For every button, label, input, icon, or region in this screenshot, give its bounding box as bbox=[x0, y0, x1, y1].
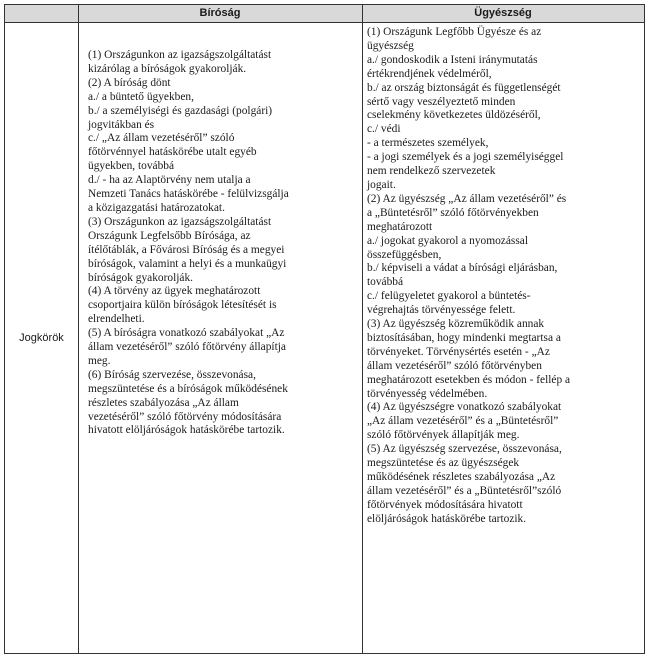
ugyeszseg-powers-text: (1) Országunk Legfőbb Ügyésze és az ügyészség a./ gondoskodik a Isteni iránymutatás értékrendjének védelméről, b./ az ország biztonságát és függetlenségét sértő vagy veszélyeztető minden cselekmény következetes üldözéséről, c./ védi - a természetes személyek, - a jogi személyek és a jogi személyiséggel nem rendelkező szervezetek jogait. (2) Az ügyészség „Az állam vezetéséről” és a „Büntetésről” szóló főtörvényekben meghatározott a./ jogokat gyakorol a nyomozással összefüggésben, b./ képviseli a vádat a bírósági eljárásban, továbbá c./ felügyeletet gyakorol a büntetés- végrehajtás törvényessége felett. (3) Az ügyészség közreműködik annak biztosításában, hogy mindenki megtartsa a törvényeket. Törvénysértés esetén - „Az állam vezetéséről” szóló főtörvényben meghatározott esetekben és módon - fellép a törvényesség védelmében. (4) Az ügyészségre vonatkozó szabályokat „Az állam vezetéséről” és a „Büntetésről” szóló főtörvények állapítják meg. (5) Az ügyészség szervezése, összevonása, megszüntetése és az ügyészségek működésének részletes szabályozása „Az állam vezetéséről” és a „Büntetésről”szóló főtörvények módosítására hivatott elöljáróságok hatáskörébe tartozik. bbox=[367, 26, 571, 525]
header-ugyeszseg: Ügyészség bbox=[362, 5, 644, 22]
header-divider bbox=[5, 22, 644, 23]
birosag-powers-text: (1) Országunkon az igazságszolgáltatást kizárólag a bíróságok gyakorolják. (2) A bíróság dönt a./ a büntető ügyekben, b./ a személyiségi és gazdasági (polgári) jogvitákban és c./ „Az állam vezetéséről” szóló főtörvénnyel hatáskörébe utalt egyéb ügyekben, továbbá d./ - ha az Alaptörvény nem utalja a Nemzeti Tanács hatáskörébe - felülvizsgálja a közigazgatási határozatokat. (3) Országunkon az igazságszolgáltatást Országunk Legfelsőbb Bírósága, az ítélőtáblák, a Fővárosi Bíróság és a megyei bíróságok, valamint a helyi és a munkaügyi bíróságok gyakorolják. (4) A törvény az ügyek meghatározott csoportjaira külön bíróságok létesítését is elrendelheti. (5) A bíróságra vonatkozó szabályokat „Az állam vezetéséről” szóló főtörvény állapítja meg. (6) Bíróság szervezése, összevonása, megszüntetése és a bíróságok működésének részletes szabályozása „Az állam vezetéséről” szóló főtörvény módosítására hivatott elöljáróságok hatáskörébe tartozik. bbox=[88, 49, 289, 437]
row-label-jogkorok: Jogkörök bbox=[19, 332, 64, 344]
column-divider-2 bbox=[362, 5, 363, 653]
comparison-table bbox=[4, 4, 645, 654]
header-birosag: Bíróság bbox=[78, 5, 362, 22]
column-divider-1 bbox=[78, 5, 79, 653]
header-empty-cell bbox=[5, 5, 78, 22]
